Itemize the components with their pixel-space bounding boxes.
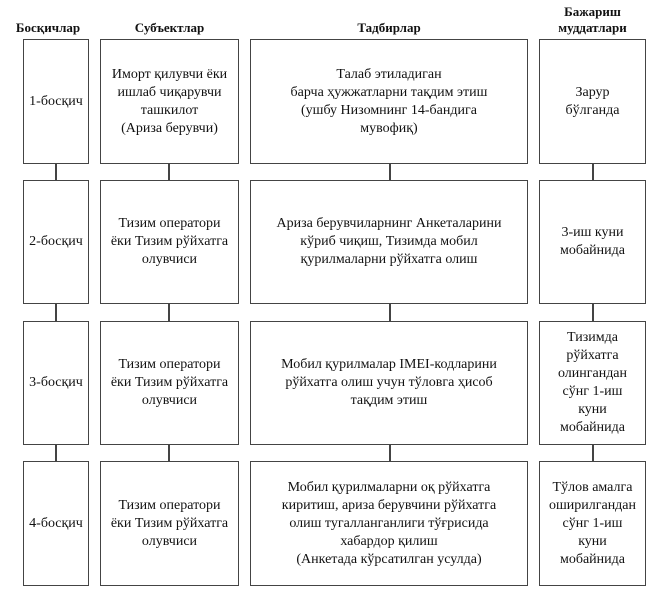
connector xyxy=(389,304,391,321)
connector xyxy=(168,164,170,180)
connector xyxy=(592,304,594,321)
stage-box: 4-босқич xyxy=(23,461,89,586)
connector xyxy=(389,164,391,180)
connector xyxy=(592,164,594,180)
header-subjects: Субъектлар xyxy=(134,20,205,35)
connector xyxy=(168,445,170,461)
deadline-box: 3-иш куни мобайнида xyxy=(539,180,646,304)
header-deadlines: Бажариш муддатлари xyxy=(558,4,627,35)
stage-box: 1-босқич xyxy=(23,39,89,164)
header-stages: Босқичлар xyxy=(15,20,81,35)
subject-box: Тизим оператори ёки Тизим рўйхатга олувчиси xyxy=(100,461,239,586)
connector xyxy=(592,445,594,461)
connector xyxy=(389,445,391,461)
connector xyxy=(168,304,170,321)
deadline-box: Тизимда рўйхатга олингандан сўнг 1-иш куни мобайнида xyxy=(539,321,646,445)
connector xyxy=(55,445,57,461)
connector xyxy=(55,164,57,180)
subject-box: Иморт қилувчи ёки ишлаб чиқарувчи ташкилот (Ариза берувчи) xyxy=(100,39,239,164)
action-box: Мобил қурилмалар IMEI-кодларини рўйхатга олиш учун тўловга ҳисоб тақдим этиш xyxy=(250,321,528,445)
stage-box: 3-босқич xyxy=(23,321,89,445)
action-box: Талаб этиладиган барча ҳужжатларни тақдим этиш (ушбу Низомнинг 14-бандига мувофиқ) xyxy=(250,39,528,164)
action-box: Мобил қурилмаларни оқ рўйхатга киритиш, ариза берувчини рўйхатга олиш тугалланганлиги тўғрисида хабардор қилиш (Анкетада кўрсатилган усулда) xyxy=(250,461,528,586)
deadline-box: Тўлов амалга оширилгандан сўнг 1-иш куни мобайнида xyxy=(539,461,646,586)
header-actions: Тадбирлар xyxy=(357,20,421,35)
subject-box: Тизим оператори ёки Тизим рўйхатга олувчиси xyxy=(100,180,239,304)
subject-box: Тизим оператори ёки Тизим рўйхатга олувчиси xyxy=(100,321,239,445)
deadline-box: Зарур бўлганда xyxy=(539,39,646,164)
stage-box: 2-босқич xyxy=(23,180,89,304)
connector xyxy=(55,304,57,321)
action-box: Ариза берувчиларнинг Анкеталарини кўриб чиқиш, Тизимда мобил қурилмаларни рўйхатга олиш xyxy=(250,180,528,304)
